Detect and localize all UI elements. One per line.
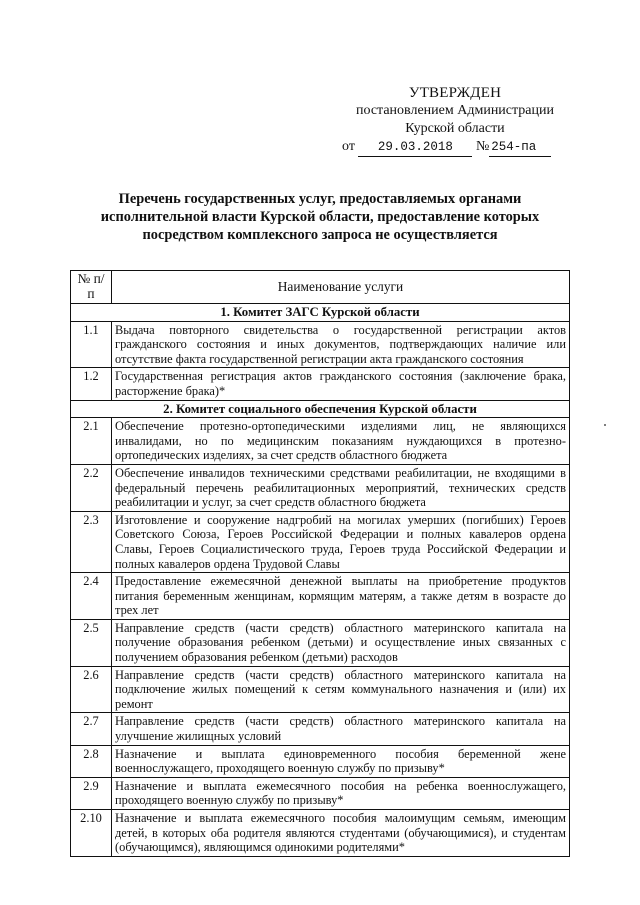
row-number: 2.2 xyxy=(71,464,112,511)
table-row xyxy=(71,368,570,400)
service-name: Направление средств (части средств) областного материнского капитала на улучшение жилищных условий xyxy=(112,713,570,745)
table-row xyxy=(71,321,570,368)
table-row xyxy=(71,777,570,809)
row-number: 2.6 xyxy=(71,666,112,713)
row-number: 2.5 xyxy=(71,619,112,666)
table-row xyxy=(71,745,570,777)
table-row xyxy=(71,810,570,857)
approval-stamp xyxy=(340,84,570,157)
service-name: Назначение и выплата ежемесячного пособия малоимущим семьям, имеющим детей, в которых оба родителя являются студентами (обучающимися), и студентам (обучающимся), являющимся одинокими родителями* xyxy=(112,810,570,857)
service-name: Изготовление и сооружение надгробий на могилах умерших (погибших) Героев Советского Союза, Героев Российской Федерации и полных кавалеров ордена Славы, Героев Социалистического труда, Героев труда Российской Федерации и полных кавалеров ордена Трудовой Славы xyxy=(112,511,570,572)
row-number: 2.3 xyxy=(71,511,112,572)
service-name: Выдача повторного свидетельства о государственной регистрации актов гражданского состояния и иных документов, подтверждающих наличие или отсутствие факта государственной регистрации акта гражданского состояния xyxy=(112,321,570,368)
table-row xyxy=(71,418,570,465)
row-number: 2.10 xyxy=(71,810,112,857)
row-number: 2.7 xyxy=(71,713,112,745)
scan-speck xyxy=(604,424,606,426)
service-name: Обеспечение протезно-ортопедическими изделиями лиц, не являющихся инвалидами, но по медицинским показаниям нуждающихся в протезно-ортопедических изделиях, за счет средств областного бюджета xyxy=(112,418,570,465)
service-name: Направление средств (части средств) областного материнского капитала на подключение жилых помещений к сетям коммунального назначения и (или) их ремонт xyxy=(112,666,570,713)
section-row xyxy=(71,400,570,418)
approval-line-1: постановлением Администрации xyxy=(356,103,554,118)
table-row xyxy=(71,619,570,666)
table-row xyxy=(71,573,570,620)
service-name: Предоставление ежемесячной денежной выплаты на приобретение продуктов питания беременным женщинам, кормящим матерям, а также детям в возрасте до трех лет xyxy=(112,573,570,620)
service-name: Обеспечение инвалидов техническими средствами реабилитации, не входящими в федеральный перечень реабилитационных мероприятий, технических средств реабилитации и услуг, за счет средств областного бюджета xyxy=(112,464,570,511)
approval-number: 254-па xyxy=(489,138,551,157)
column-header-number: № п/п xyxy=(71,271,112,304)
table-header-row xyxy=(71,271,570,304)
document-heading: Перечень государственных услуг, предоставляемых органами исполнительной власти Курской области, предоставление которых посредством комплексного запроса не осуществляется xyxy=(100,191,540,243)
row-number: 2.4 xyxy=(71,573,112,620)
section-title: 1. Комитет ЗАГС Курской области xyxy=(71,304,570,322)
row-number: 1.1 xyxy=(71,321,112,368)
row-number: 2.8 xyxy=(71,745,112,777)
approval-title: УТВЕРЖДЕН xyxy=(408,85,502,101)
section-title: 2. Комитет социального обеспечения Курской области xyxy=(71,400,570,418)
row-number: 2.9 xyxy=(71,777,112,809)
approval-date: 29.03.2018 xyxy=(358,138,472,157)
number-prefix: № xyxy=(475,139,490,154)
column-header-name: Наименование услуги xyxy=(112,271,570,304)
service-name: Направление средств (части средств) областного материнского капитала на получение образования ребенком (детьми) и осуществление иных связанных с получением образования ребенком (детьми) расходов xyxy=(112,619,570,666)
table-row xyxy=(71,464,570,511)
approval-date-line xyxy=(340,138,570,157)
service-name: Государственная регистрация актов гражданского состояния (заключение брака, расторжение брака)* xyxy=(112,368,570,400)
row-number: 1.2 xyxy=(71,368,112,400)
date-prefix: от xyxy=(342,139,355,154)
service-name: Назначение и выплата ежемесячного пособия на ребенка военнослужащего, проходящего военную службу по призыву* xyxy=(112,777,570,809)
section-row xyxy=(71,304,570,322)
services-table xyxy=(70,270,570,857)
row-number: 2.1 xyxy=(71,418,112,465)
table-row xyxy=(71,713,570,745)
table-row xyxy=(71,666,570,713)
approval-line-2: Курской области xyxy=(405,121,505,136)
service-name: Назначение и выплата единовременного пособия беременной жене военнослужащего, проходящего военную службу по призыву* xyxy=(112,745,570,777)
table-row xyxy=(71,511,570,572)
